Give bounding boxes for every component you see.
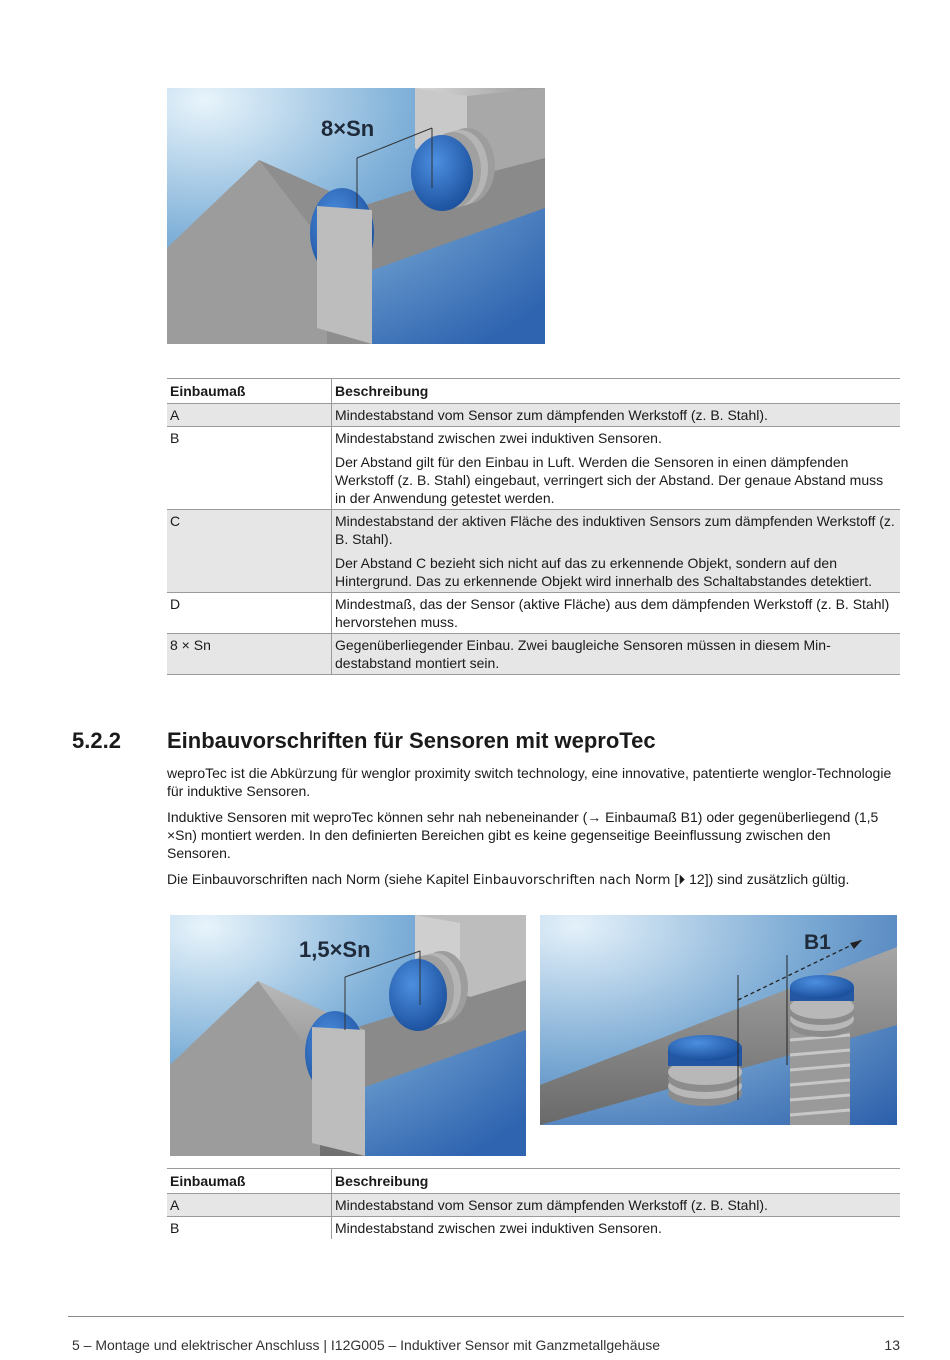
row-description: Mindestabstand vom Sensor zum dämpfenden Werkstoff (z. B. Stahl).: [332, 404, 901, 427]
row-key: 8 × Sn: [167, 634, 332, 675]
table-row: [167, 404, 900, 427]
page-reference[interactable]: [⏵ 12]: [670, 871, 709, 887]
row-key: B: [167, 427, 332, 510]
figure-label-1-5sn: 1,5×Sn: [299, 937, 371, 962]
figure-opposed-weprotec: [170, 915, 526, 1156]
row-description: Mindestmaß, das der Sensor (aktive Fläche) aus dem dämpfenden Werkstoff (z. B. Stahl) hervorstehen muss.: [332, 593, 901, 634]
row-description: Mindestabstand der aktiven Fläche des induktiven Sensors zum dämpfenden Werkstoff (z. B. Stahl). Der Abstand C bezieht sich nicht auf das zu erkennende Objekt, sondern auf den Hintergrund. Das zu erkennende Objekt wird innerhalb des Schaltabstandes detektiert.: [332, 510, 901, 593]
table-header-description: Beschreibung: [332, 379, 901, 404]
paragraph: Induktive Sensoren mit weproTec können sehr nah nebeneinander (→ Einbaumaß B1) oder gegenüberliegend (1,5 ×Sn) montiert werden. In den definierten Bereichen gibt es keine gegenseitige Beeinflussung zwischen den Sensoren.: [167, 809, 879, 861]
weprotec-dimensions-table: [167, 1168, 900, 1239]
row-description: Mindestabstand vom Sensor zum dämpfenden Werkstoff (z. B. Stahl).: [332, 1194, 901, 1217]
table-row: [167, 510, 900, 593]
table-row: [167, 634, 900, 675]
page-number: 13: [884, 1337, 900, 1353]
footer-divider: [68, 1316, 904, 1317]
table-row: [167, 1217, 900, 1240]
section-body: [167, 764, 895, 898]
figure-label-b1: B1: [804, 931, 831, 954]
table-header-dimension: Einbaumaß: [167, 1169, 332, 1194]
paragraph: weproTec ist die Abkürzung für wenglor proximity switch technology, eine innovative, patentierte wenglor-Technologie für induktive Sensoren.: [167, 765, 892, 799]
section-number: 5.2.2: [72, 728, 121, 753]
figure-label-8sn: 8×Sn: [321, 116, 375, 141]
table-header-description: Beschreibung: [332, 1169, 901, 1194]
row-key: D: [167, 593, 332, 634]
table-row: [167, 1194, 900, 1217]
row-key: A: [167, 404, 332, 427]
section-title: Einbauvorschriften für Sensoren mit weproTec: [167, 728, 656, 753]
footer-chapter-title: 5 – Montage und elektrischer Anschluss | I12G005 – Induktiver Sensor mit Ganzmetallgehäuse: [72, 1337, 661, 1353]
table-row: [167, 593, 900, 634]
row-description: Mindestabstand zwischen zwei induktiven Sensoren. Der Abstand gilt für den Einbau in Luft. Werden die Sensoren in einen dämpfenden Werkstoff (z. B. Stahl) eingebaut, verringert sich der Abstand. Der genaue Abstand muss in der Anwendung getestet werden.: [332, 427, 901, 510]
row-description: Gegenüberliegender Einbau. Zwei baugleiche Sensoren müssen in diesem Mindestabstand montiert sein.: [332, 634, 901, 675]
table-row: [167, 427, 900, 510]
figure-opposed-mounting: [167, 88, 545, 344]
figure-side-by-side-b1: [540, 915, 897, 1125]
table-header-dimension: Einbaumaß: [167, 379, 332, 404]
chapter-link[interactable]: Einbauvorschriften nach Norm: [472, 873, 671, 888]
row-key: A: [167, 1194, 332, 1217]
installation-dimensions-table: [167, 378, 900, 675]
row-key: B: [167, 1217, 332, 1240]
paragraph: Die Einbauvorschriften nach Norm (siehe Kapitel Einbauvorschriften nach Norm [⏵ 12]) sind zusätzlich gültig.: [167, 871, 850, 888]
row-description: Mindestabstand zwischen zwei induktiven Sensoren.: [335, 1220, 662, 1236]
row-key: C: [167, 510, 332, 593]
